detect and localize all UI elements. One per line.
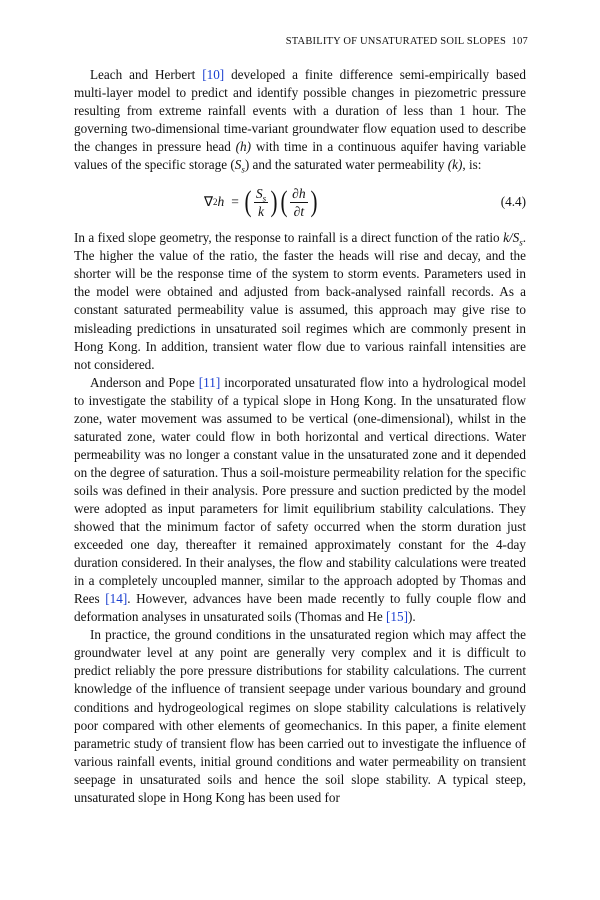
text-run: Leach and Herbert: [90, 67, 203, 82]
text-run: with time in a continuous aquifer having variable values of the specific storage (: [74, 139, 526, 173]
ratio-k-over-ss: $k/S_s$: [503, 230, 523, 248]
fraction-numerator: ∂h: [292, 185, 306, 201]
running-head: [286, 36, 528, 47]
body-text: [74, 66, 526, 807]
equation-block: [74, 174, 526, 229]
text-run: . However, advances have been made recently to fully couple flow and deformation analyses in unsaturated soils (Thomas and He: [74, 591, 526, 625]
text-run: . The higher the value of the ratio, the faster the heads will rise and decay, and the shorter will be the response time of the system to storm events. Parameters used in the model were obtained and adjusted from back-analysed rainfall records. As a constant saturated permeability value is assumed, this approach may give rise to misleading predictions in unsaturated soil regimes which are commonly present in Hong Kong. In addition, transient water flow due to various rainfall intensities are not considered.: [74, 230, 526, 372]
fraction-numerator: $S_s$: [255, 185, 267, 204]
text-run: Anderson and Pope: [90, 374, 199, 390]
text-run: ).: [408, 609, 416, 625]
running-head-title: STABILITY OF UNSATURATED SOIL SLOPES: [285, 36, 506, 47]
citation-link-14[interactable]: [14]: [105, 591, 128, 607]
fraction-denominator: ∂t: [293, 203, 305, 219]
fraction-denominator: k: [258, 203, 265, 219]
paragraph-fixed-slope: [74, 229, 526, 373]
fraction-ss-over-k: [254, 186, 268, 219]
symbol-ss: $S_s$: [234, 157, 245, 175]
paragraph-leach-herbert: [74, 66, 526, 174]
citation-link-10[interactable]: [10]: [202, 67, 225, 82]
equals-sign: =: [231, 194, 239, 210]
citation-link-15[interactable]: [15]: [386, 609, 409, 625]
symbol-k: (k): [447, 157, 463, 173]
left-paren: (: [280, 185, 288, 219]
equation-number: (4.4): [500, 194, 526, 210]
symbol-h: (h): [235, 139, 252, 155]
page-number: 107: [511, 36, 528, 47]
text-run: In a fixed slope geometry, the response to rainfall is a direct function of the ratio: [74, 230, 504, 246]
text-run: , is:: [462, 157, 482, 173]
text-run: developed a finite difference semi-empirically based multi-layer model to predict and identify possible changes in piezometric pressure resulting from extreme rainfall events with a duration of less than 1 hour. The governing two-dimensional time-variant groundwater flow equation used to describe the changes in pressure head: [74, 67, 526, 155]
text-run: incorporated unsaturated flow into a hydrological model to investigate the stability of a typical slope in Hong Kong. In the unsaturated flow zone, water movement was assumed to be vertical (one-dimensional), whilst in the saturated zone, water could flow in both horizontal and vertical directions. Water permeability was no longer a constant value in the unsaturated zone and it depended on the degree of saturation. Thus a soil-moisture permeability relation for the specific soils was defined in their analysis. Pore pressure and suction predicted by the model were adopted as input parameters for limit equilibrium stability calculations. They showed that the minimum factor of safety occurred when the storm duration just exceeded one day, thereafter it remained approximately constant for the 4-day duration considered. In their analyses, the flow and stability calculations were treated in a completely uncoupled manner, similar to the approach adopted by Thomas and Rees: [74, 374, 526, 607]
paragraph-anderson-pope: [74, 374, 526, 627]
right-paren: ): [270, 185, 278, 219]
right-paren: ): [310, 185, 318, 219]
symbol-h: h: [217, 194, 225, 210]
paragraph-in-practice: In practice, the ground conditions in the unsaturated region which may affect the groundwater level at any point are generally very complex and it is difficult to predict reliably the pore pressure distributions for stability calculations. The current knowledge of the influence of transient seepage under various boundary and ground conditions and hydrogeological regimes on slope stability calculations is relatively poor compared with other elements of geomechanics. In this paper, a finite element parametric study of transient flow has been carried out to investigate the influence of various rainfall events, initial ground conditions and water permeability on transient seepage in unsaturated soils and hence the soil slope stability. A typical steep, unsaturated slope in Hong Kong has been used for: [74, 627, 526, 805]
nabla-symbol: ∇: [204, 194, 214, 210]
citation-link-11[interactable]: [11]: [198, 374, 221, 390]
text-run: ) and the saturated water permeability: [244, 157, 448, 173]
left-paren: (: [244, 185, 252, 219]
equation-4-4: ∇ 2 h = ( $\frac{S_s}{k}$ ) ( $\frac{\partial h}{\partial t}$ ): [204, 185, 318, 219]
fraction-dh-over-dt: [290, 186, 307, 219]
